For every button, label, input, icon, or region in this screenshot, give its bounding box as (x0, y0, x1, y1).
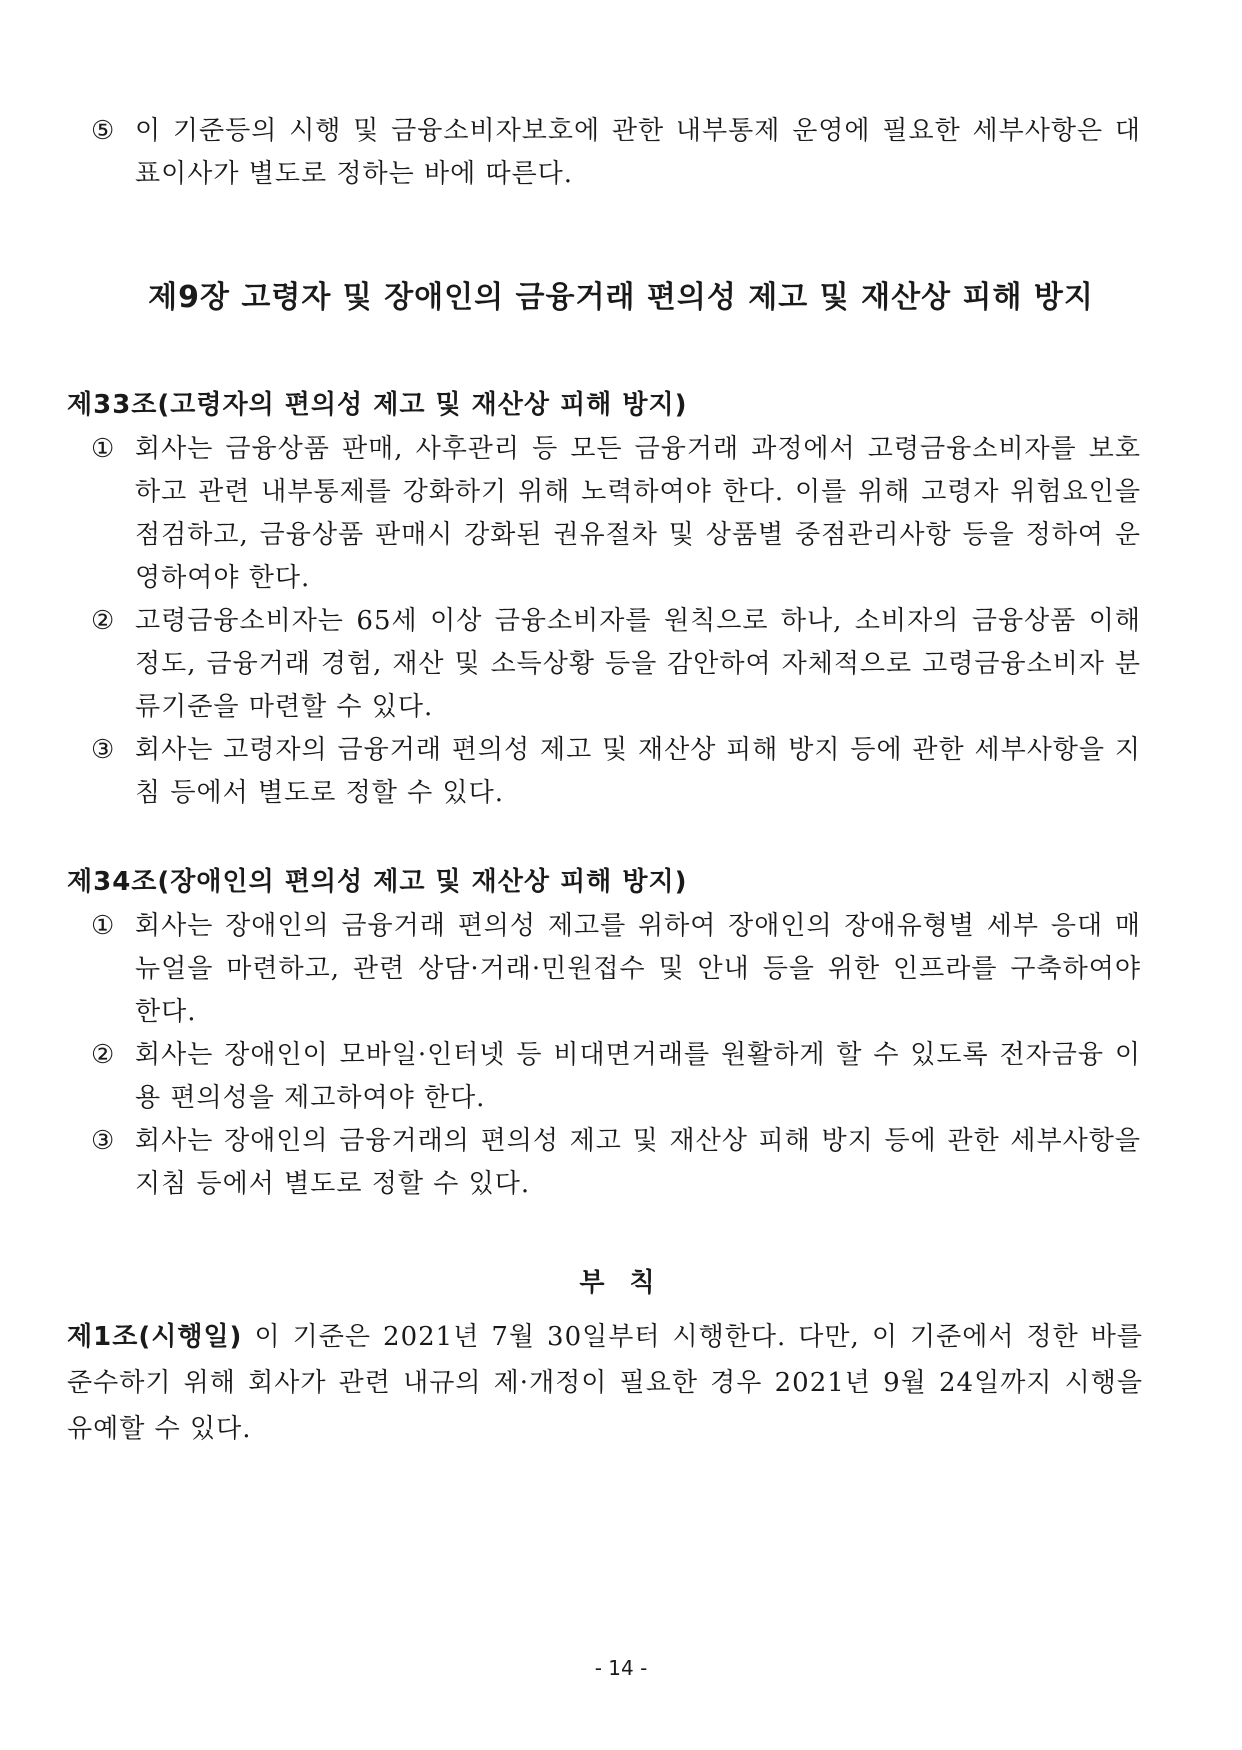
article-34-heading: 제34조(장애인의 편의성 제고 및 재산상 피해 방지) (67, 867, 688, 897)
clause-marker: ⑤ (91, 116, 116, 146)
addenda-article-label: 제1조(시행일) (67, 1322, 243, 1352)
clause-text: 회사는 장애인의 금융거래 편의성 제고를 위하여 장애인의 장애유형별 세부 응대 매뉴얼을 마련하고, 관련 상담·거래·민원접수 및 안내 등을 위한 인프라를 구축하여야 한다. (135, 911, 1141, 1027)
article-34-clause-3 (91, 1120, 1141, 1206)
article-34-clause-2 (91, 1034, 1141, 1120)
clause-marker: ① (91, 911, 116, 941)
clause-text: 회사는 장애인의 금융거래의 편의성 제고 및 재산상 피해 방지 등에 관한 세부사항을 지침 등에서 별도로 정할 수 있다. (135, 1126, 1141, 1199)
addenda-title: 부 칙 (579, 1268, 663, 1298)
addenda-article-1 (67, 1314, 1143, 1452)
clause-marker: ② (91, 606, 116, 636)
article-33-clause-2 (91, 600, 1141, 729)
page-number: - 14 - (594, 1656, 648, 1680)
article-34-clause-1 (91, 905, 1141, 1034)
chapter-title: 제9장 고령자 및 장애인의 금융거래 편의성 제고 및 재산상 피해 방지 (148, 280, 1094, 315)
article-33-clause-3 (91, 729, 1141, 815)
article-33-clause-1 (91, 428, 1141, 600)
clause-text: 회사는 금융상품 판매, 사후관리 등 모든 금융거래 과정에서 고령금융소비자를 보호하고 관련 내부통제를 강화하기 위해 노력하여야 한다. 이를 위해 고령자 위험요인을 점검하고, 금융상품 판매시 강화된 권유절차 및 상품별 중점관리사항 등을 정하여 운영하여야 한다. (135, 434, 1141, 593)
clause-5 (91, 110, 1141, 196)
clause-text: 회사는 장애인이 모바일·인터넷 등 비대면거래를 원활하게 할 수 있도록 전자금융 이용 편의성을 제고하여야 한다. (135, 1040, 1141, 1113)
clause-text: 고령금융소비자는 65세 이상 금융소비자를 원칙으로 하나, 소비자의 금융상품 이해정도, 금융거래 경험, 재산 및 소득상황 등을 감안하여 자체적으로 고령금융소비자 분류기준을 마련할 수 있다. (135, 606, 1141, 722)
clause-marker: ② (91, 1040, 116, 1070)
article-33-heading: 제33조(고령자의 편의성 제고 및 재산상 피해 방지) (67, 390, 688, 420)
clause-marker: ① (91, 434, 116, 464)
clause-text: 회사는 고령자의 금융거래 편의성 제고 및 재산상 피해 방지 등에 관한 세부사항을 지침 등에서 별도로 정할 수 있다. (135, 735, 1141, 808)
clause-marker: ③ (91, 735, 116, 765)
addenda-article-text: 이 기준은 2021년 7월 30일부터 시행한다. 다만, 이 기준에서 정한 바를 준수하기 위해 회사가 관련 내규의 제·개정이 필요한 경우 2021년 9월 24일까지 시행을 유예할 수 있다. (67, 1322, 1143, 1444)
clause-text: 이 기준등의 시행 및 금융소비자보호에 관한 내부통제 운영에 필요한 세부사항은 대표이사가 별도로 정하는 바에 따른다. (135, 116, 1141, 189)
clause-marker: ③ (91, 1126, 116, 1156)
